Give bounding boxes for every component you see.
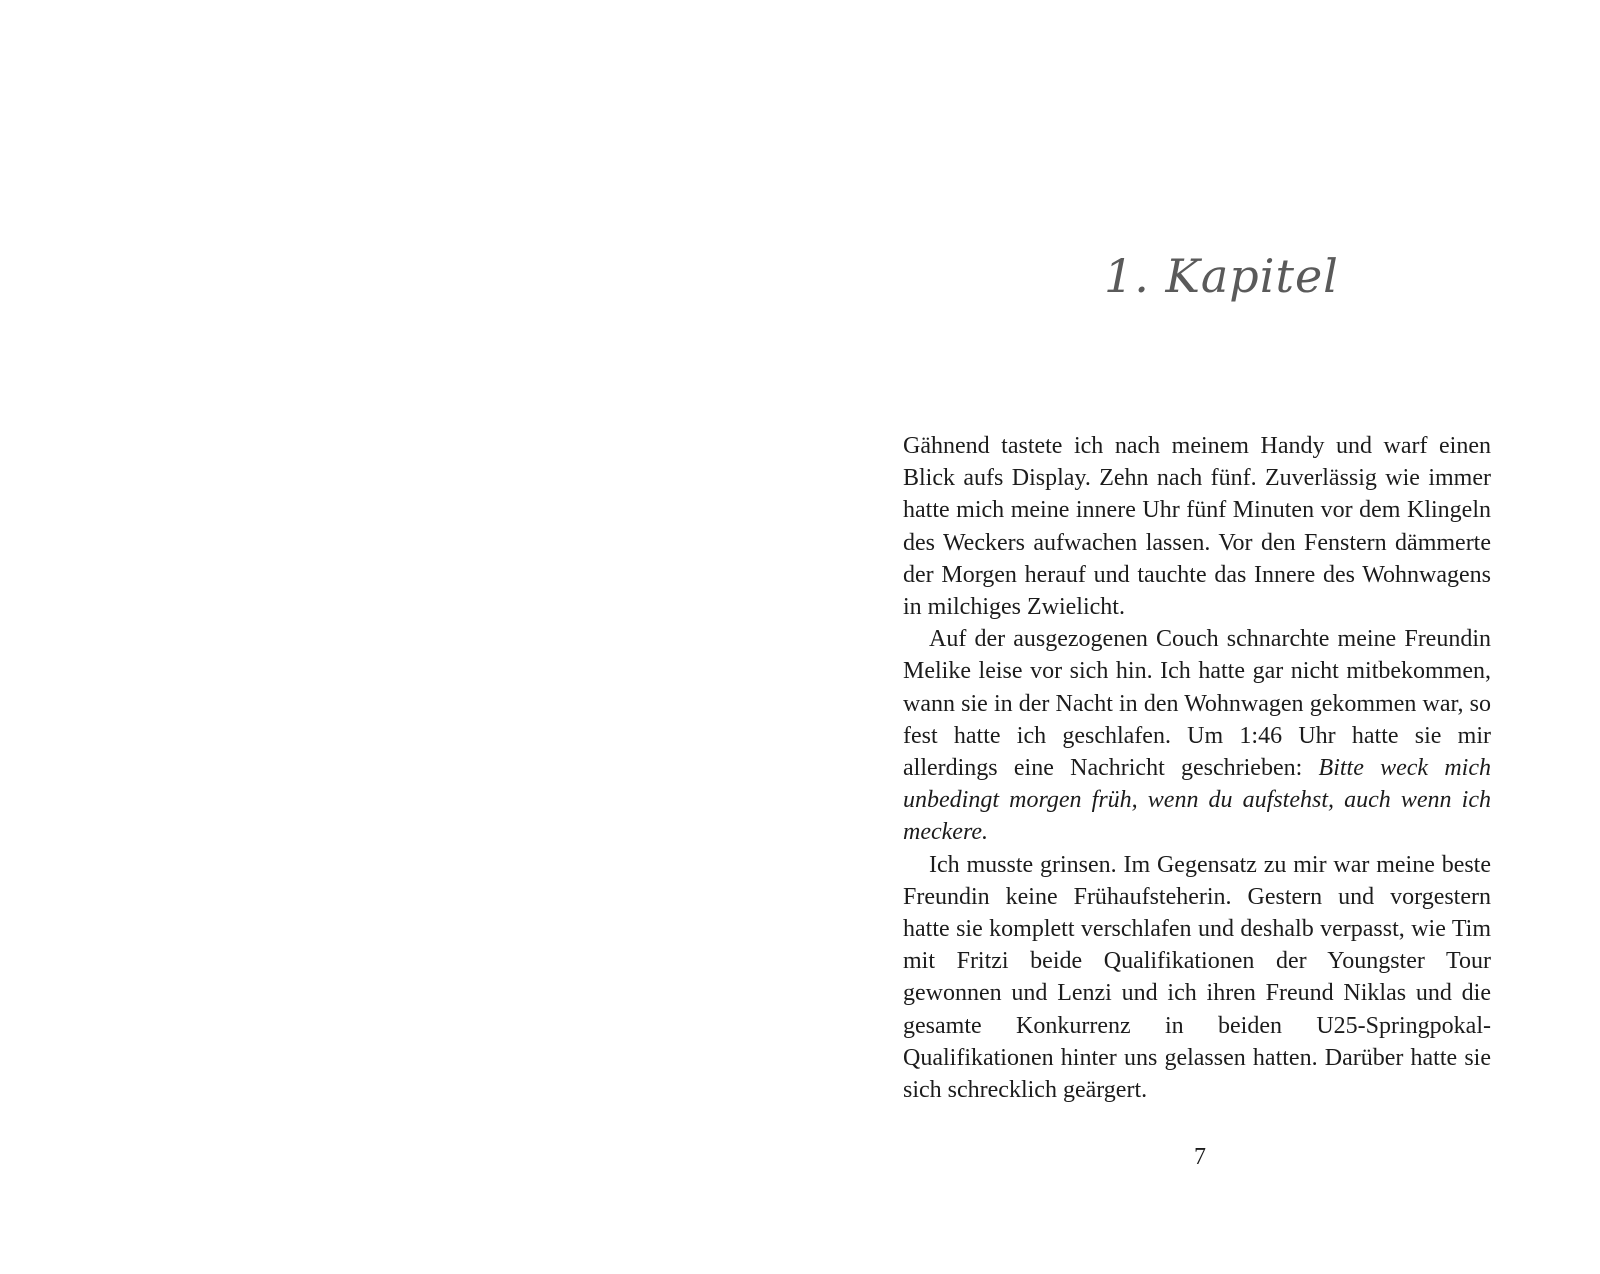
paragraph-2 xyxy=(903,623,1491,848)
paragraph-1 xyxy=(903,430,1491,623)
page-number: 7 xyxy=(1194,1144,1206,1170)
body-text xyxy=(903,430,1491,1106)
paragraph-2-text: Auf der ausgezogenen Couch schnarchte meine Freundin Melike leise vor sich hin. Ich hatte gar nicht mitbekommen, wann sie in der Nacht in den Wohnwagen gekommen war, so fest hatte ich geschlafen. Um 1:46 Uhr hatte sie mir allerdings eine Nachricht geschrieben: xyxy=(903,626,1491,782)
paragraph-2-italic-message: Bitte weck mich unbedingt morgen früh, wenn du aufstehst, auch wenn ich meckere. xyxy=(903,755,1491,846)
paragraph-3-text: Ich musste grinsen. Im Gegensatz zu mir war meine beste Freundin keine Frühaufsteherin. Gestern und vorgestern hatte sie komplett verschlafen und deshalb verpasst, wie Tim mit Fritzi beide Qualifikationen der Youngster Tour gewonnen und Lenzi und ich ihren Freund Niklas und die gesamte Konkurrenz in beiden U25-Springpokal-Qualifikationen hinter uns gelassen hatten. Darüber hatte sie sich schrecklich geärgert. xyxy=(903,851,1491,1104)
paragraph-3 xyxy=(903,849,1491,1107)
paragraph-1-text: Gähnend tastete ich nach meinem Handy und warf einen Blick aufs Display. Zehn nach fünf. Zuverlässig wie immer hatte mich meine innere Uhr fünf Minuten vor dem Klingeln des Weckers aufwachen lassen. Vor den Fenstern dämmerte der Morgen herauf und tauchte das Innere des Wohnwagens in milchiges Zwielicht. xyxy=(903,433,1491,621)
chapter-title: 1. Kapitel xyxy=(1104,249,1339,303)
